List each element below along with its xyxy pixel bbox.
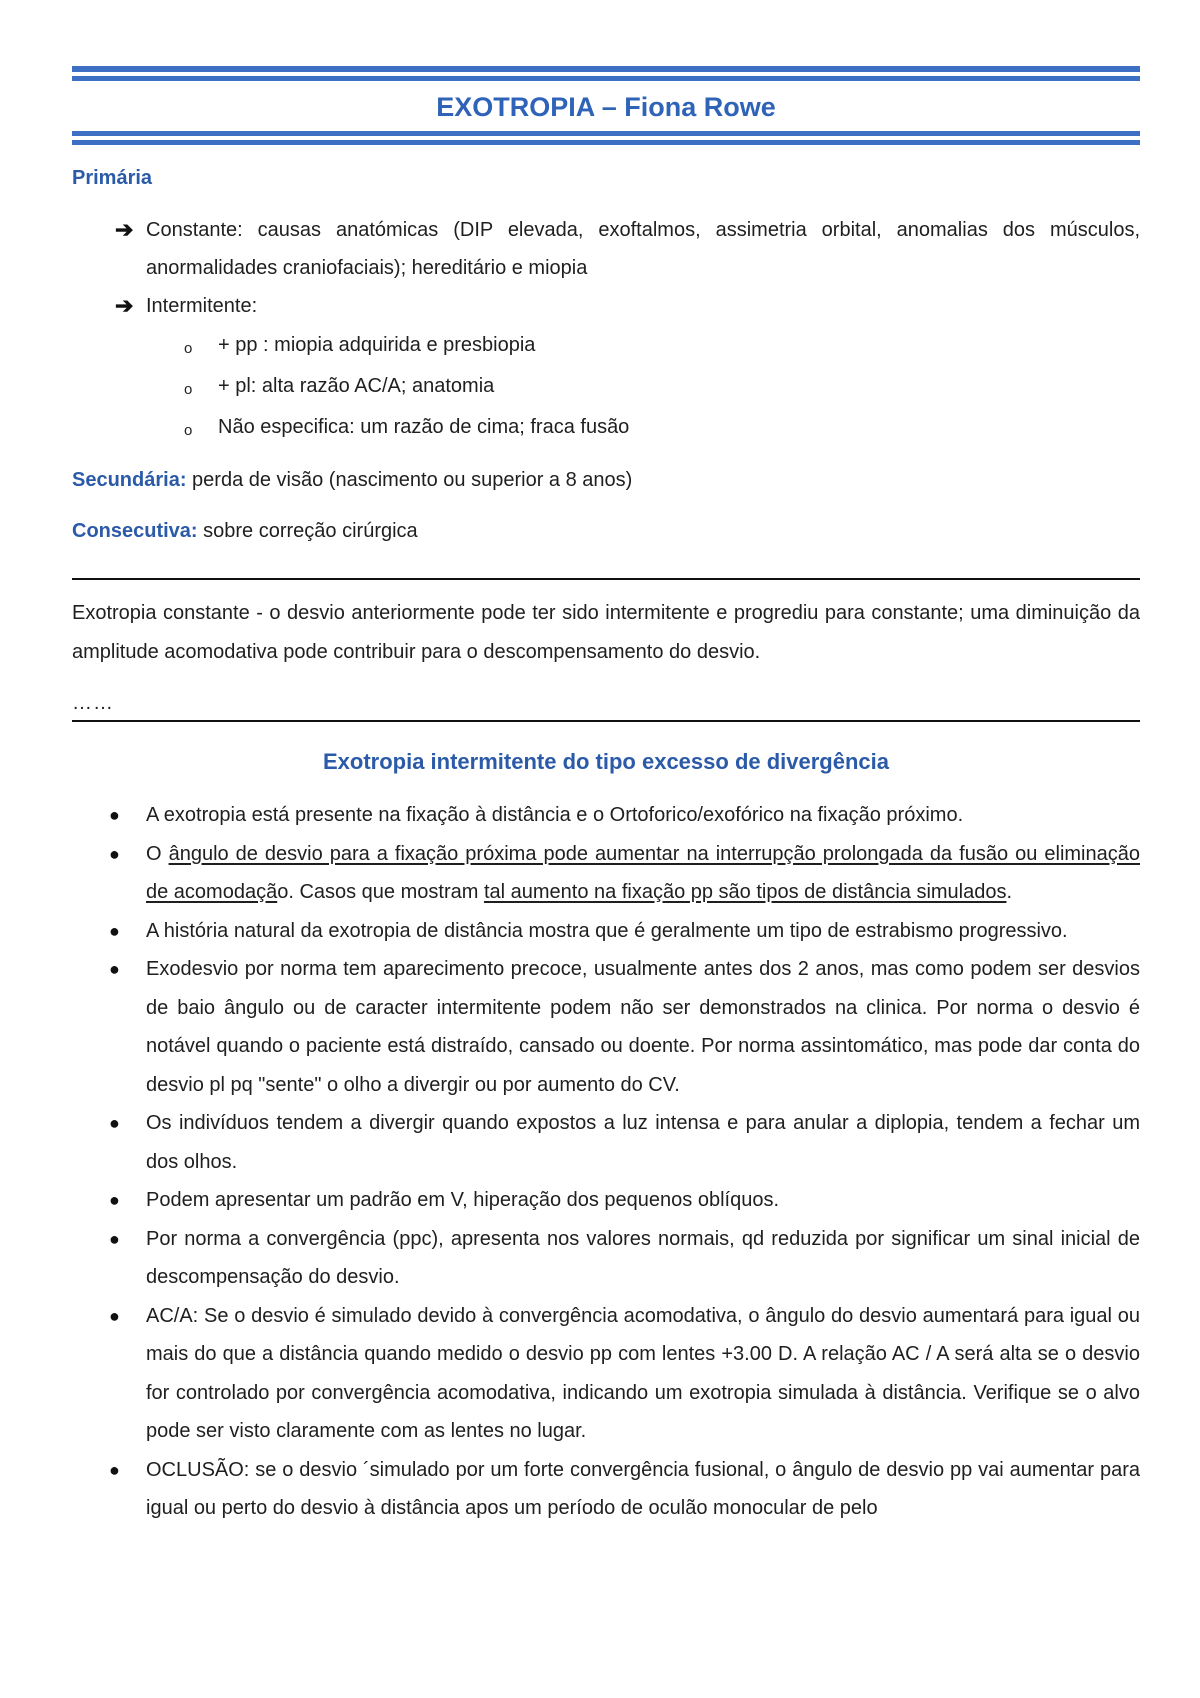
list-item-text: OCLUSÃO: se o desvio ´simulado por um forte convergência fusional, o ângulo de desvio pp vai aumentar para igual ou perto do desvio à distância apos um período de oculão monocular de pelo: [146, 1458, 1140, 1519]
arrow-right-icon: ➔: [115, 217, 134, 242]
list-item-text: Exodesvio por norma tem aparecimento precoce, usualmente antes dos 2 anos, mas como podem ser desvios de baio ângulo ou de caracter intermitente podem não ser demonstrados na clinica. Por norma o desvio é notável quando o paciente está distraído, cansado ou doente. Por norma assintomático, mas pode dar conta do desvio pl pq "sente" o olho a divergir ou por aumento do CV.: [146, 958, 1140, 1096]
ellipsis: ……: [72, 692, 114, 714]
underlined-text: tal aumento na fixação pp são tipos de distância simulados: [483, 881, 1007, 903]
bullet-icon: ●: [109, 1228, 120, 1249]
list-item: [72, 796, 1140, 835]
circle-bullet-icon: o: [184, 422, 193, 439]
consecutiva-text: sobre correção cirúrgica: [197, 520, 418, 542]
text-segment: o. Casos que mostram: [277, 881, 484, 903]
intermitente-sublist: [72, 325, 1140, 448]
sub-list-item-text: + pp : miopia adquirida e presbiopia: [218, 334, 536, 356]
bullet-icon: ●: [109, 1305, 120, 1326]
text-segment: O: [146, 842, 169, 865]
list-item: [72, 1297, 1140, 1451]
sub-list-item: [72, 407, 1140, 448]
list-item: [72, 835, 1140, 912]
list-item-text: [146, 843, 1140, 904]
sub-list-item-text: Não especifica: um razão de cima; fraca fusão: [218, 416, 630, 438]
sub-list-item: [72, 325, 1140, 366]
constant-paragraph: Exotropia constante - o desvio anteriormente pode ter sido intermitente e progrediu para constante; uma diminuição da amplitude acomodativa pode contribuir para o descompensamento do desvio.: [72, 602, 1140, 663]
list-item: [72, 1220, 1140, 1297]
bullet-icon: ●: [109, 1459, 120, 1480]
list-item-text: A exotropia está presente na fixação à distância e o Ortoforico/exofórico na fixação próximo.: [146, 804, 964, 826]
primaria-heading: Primária: [72, 167, 153, 189]
list-item: [72, 950, 1140, 1104]
text-segment: .: [1006, 881, 1013, 903]
title-rule-bottom-2: [72, 140, 1140, 145]
bullet-icon: ●: [109, 959, 120, 979]
circle-bullet-icon: o: [184, 340, 193, 357]
list-item-text: Constante: causas anatómicas (DIP elevada, exoftalmos, assimetria orbital, anomalias dos músculos, anormalidades craniofaciais); hereditário e miopia: [146, 219, 1140, 279]
bullet-icon: ●: [109, 1113, 120, 1133]
circle-bullet-icon: o: [184, 381, 193, 398]
list-item-text: Podem apresentar um padrão em V, hiperação dos pequenos oblíquos.: [146, 1189, 780, 1211]
list-item: [72, 1104, 1140, 1181]
list-item: [72, 912, 1140, 951]
bullet-list: [72, 796, 1140, 1528]
bullet-icon: ●: [109, 1190, 120, 1210]
bullet-icon: ●: [109, 805, 120, 825]
secundaria-label: Secundária:: [72, 469, 187, 491]
list-item-text: A história natural da exotropia de distância mostra que é geralmente um tipo de estrabismo progressivo.: [146, 919, 1068, 942]
list-item-text: Os indivíduos tendem a divergir quando expostos a luz intensa e para anular a diplopia, tendem a fechar um dos olhos.: [146, 1112, 1140, 1173]
consecutiva-line: [72, 516, 1140, 546]
section-subheading: Exotropia intermitente do tipo excesso de divergência: [322, 749, 890, 774]
list-item: [72, 1181, 1140, 1220]
secundaria-line: [72, 465, 1140, 495]
list-item-text: Por norma a convergência (ppc), apresenta nos valores normais, qd reduzida por significar um sinal inicial de descompensação do desvio.: [146, 1227, 1140, 1288]
secundaria-text: perda de visão (nascimento ou superior a 8 anos): [186, 469, 633, 491]
primaria-list: [72, 211, 1140, 448]
document-title: EXOTROPIA – Fiona Rowe: [436, 92, 776, 122]
underlined-text: ângulo de desvio para a fixação próxima pode aumentar na interrupção prolongada da fusão ou eliminação de acomodaçã: [146, 842, 1140, 903]
list-item-text: AC/A: Se o desvio é simulado devido à convergência acomodativa, o ângulo do desvio aumentará para igual ou mais do que a distância quando medido o desvio pp com lentes +3.00 D. A relação AC / A será alta se o desvio for controlado por convergência acomodativa, indicando um exotropia simulada à distância. Verifique se o alvo pode ser visto claramente com as lentes no lugar.: [146, 1304, 1140, 1442]
list-item-text: Intermitente:: [146, 295, 258, 317]
document-page: [72, 66, 1140, 1528]
list-item: [72, 1451, 1140, 1528]
sub-list-item: [72, 366, 1140, 407]
list-item: [72, 211, 1140, 287]
bullet-icon: ●: [109, 843, 120, 864]
bullet-icon: ●: [109, 920, 120, 941]
divider: [72, 720, 1140, 722]
arrow-right-icon: ➔: [115, 293, 134, 318]
divider: [72, 578, 1140, 580]
list-item: [72, 287, 1140, 325]
sub-list-item-text: + pl: alta razão AC/A; anatomia: [218, 375, 495, 397]
consecutiva-label: Consecutiva:: [72, 520, 198, 542]
